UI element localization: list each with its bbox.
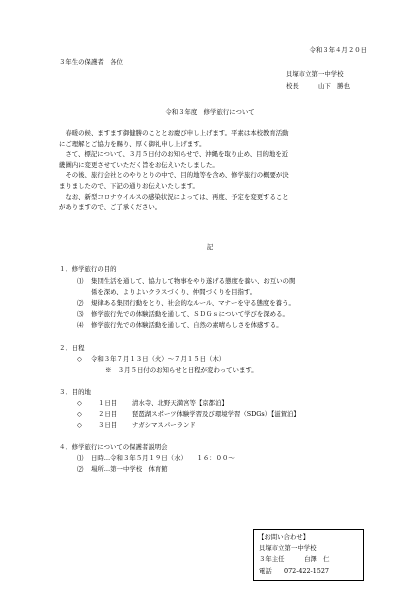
ki-mark: 記	[206, 243, 214, 251]
contact-tel-label: 電話	[259, 567, 272, 575]
principal-name: 山下 勝也	[318, 82, 350, 90]
purpose-item-text: 係を深め、よりよいクラスづくり、仲間づくりを目指す。	[91, 288, 257, 296]
principal-title: 校長	[286, 82, 299, 90]
schedule-note: ※ ３月５日付のお知らせと日程が変わっています。	[105, 366, 258, 374]
purpose-item-num: ⑴	[77, 277, 84, 285]
body-line: 畿圏内に変更させていただく旨をお伝えいたしました。	[59, 160, 219, 169]
diamond-icon: ◇	[77, 410, 82, 418]
diamond-icon: ◇	[77, 355, 82, 363]
body-line: がありますので、ご了承ください。	[59, 203, 162, 212]
diamond-icon: ◇	[77, 421, 82, 429]
meeting-item-num: ⑵	[77, 465, 84, 473]
meeting-place: 場所…第一中学校 体育館	[91, 465, 168, 473]
section-purpose-heading: １．修学旅行の目的	[59, 265, 117, 273]
document-date: 令和３年４月２０日	[309, 46, 367, 54]
body-line: さて、標記について、３月５日付のお知らせで、沖縄を取り止め、目的地を近	[59, 150, 289, 159]
schedule-dates: 令和３年７月１３日（火）～７月１５日（木）	[91, 355, 226, 363]
contact-name: 白澤 仁	[304, 555, 330, 563]
purpose-item-num: ⑷	[77, 321, 84, 329]
body-line: まりましたので、下記の通りお伝えいたします。	[59, 181, 199, 190]
contact-tel: 072-422-1527	[284, 567, 329, 575]
purpose-item-text: 修学旅行先での体験活動を通して、自然の素晴らしさを体感する。	[91, 321, 283, 329]
destination-day: ２日目	[98, 410, 118, 418]
diamond-icon: ◇	[77, 399, 82, 407]
section-schedule-heading: ２．日程	[59, 344, 85, 352]
contact-box	[253, 529, 364, 581]
destination-day: １日目	[98, 399, 118, 407]
contact-title: 【お問い合わせ】	[258, 533, 310, 541]
purpose-item-text: 規律ある集団行動をとり、社会的なルール、マナーを守る態度を養う。	[91, 299, 295, 307]
section-destination-heading: ３．目的地	[59, 388, 91, 396]
body-line: にご理解とご協力を賜り、厚く御礼申し上げます。	[59, 139, 206, 148]
meeting-item-num: ⑴	[77, 454, 84, 462]
recipient-line: ３年生の保護者 各位	[59, 58, 123, 66]
meeting-datetime: 日時…令和３年５月１９日（水） １６：００～	[91, 454, 235, 462]
destination-day: ３日目	[98, 421, 118, 429]
school-name: 貝塚市立第一中学校	[286, 70, 344, 78]
destination-place: 清水寺、北野天満宮等【京都泊】	[132, 399, 228, 407]
body-line: なお、新型コロナウイルスの感染状況によっては、再度、予定を変更すること	[59, 192, 289, 201]
body-line: その後、旅行会社とのやりとりの中で、目的地等を含め、修学旅行の概要が決	[59, 171, 289, 180]
body-line: 春暖の候、ますます御健勝のこととお慶び申し上げます。平素は本校教育活動	[59, 129, 289, 137]
purpose-item-num: ⑵	[77, 299, 84, 307]
body-text	[59, 128, 367, 213]
contact-role: ３年主任	[259, 555, 285, 563]
destination-place: 琵琶湖スポーツ体験学習及び環境学習（SDGs）【滋賀泊】	[132, 410, 300, 418]
purpose-item-text: 集団生活を通して、協力して物事をやり遂げる態度を養い、お互いの関	[91, 277, 296, 285]
purpose-item-text: 修学旅行先での体験活動を通して、ＳＤＧｓについて学びを深める。	[91, 310, 289, 318]
contact-school: 貝塚市立第一中学校	[259, 544, 317, 552]
section-meeting-heading: ４．修学旅行についての保護者説明会	[59, 443, 168, 451]
purpose-item-num: ⑶	[77, 310, 84, 318]
destination-place: ナガシマスパーランド	[132, 421, 196, 429]
document-title: 令和３年度 修学旅行について	[165, 108, 255, 116]
